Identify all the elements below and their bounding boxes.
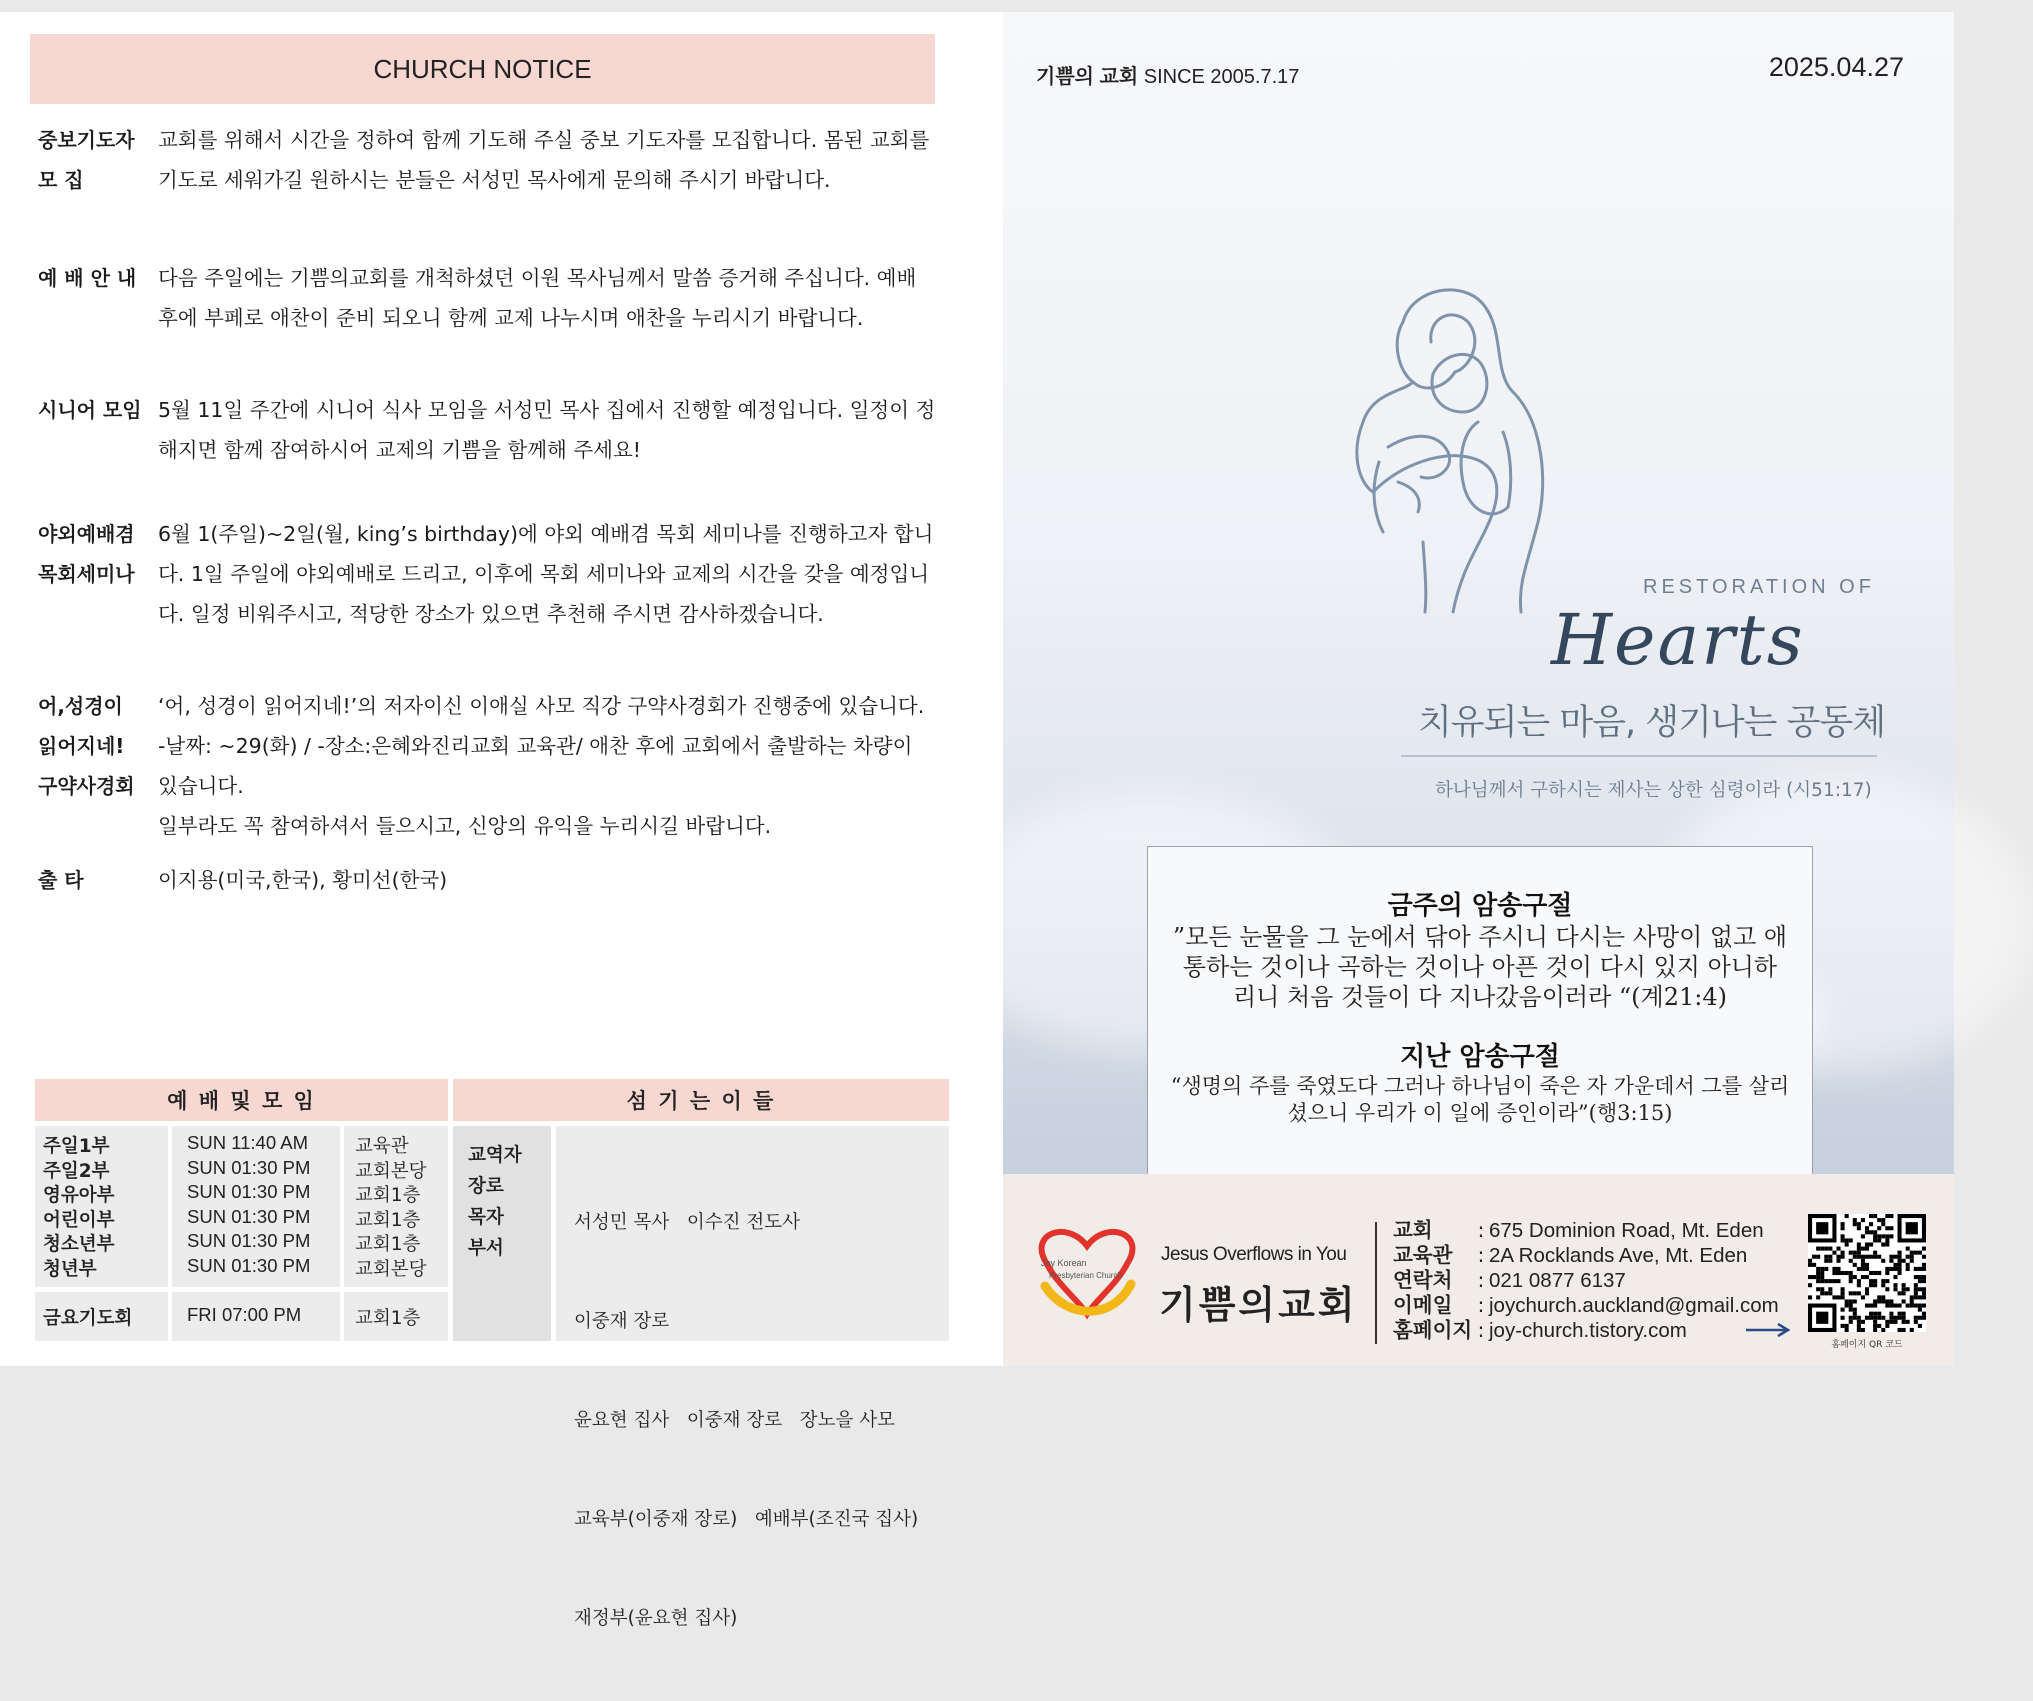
server-shepherd: 윤요현 집사 이중재 장로 장노을 사모 bbox=[574, 1410, 895, 1431]
theme-script bbox=[1551, 592, 1881, 692]
schedule-name: 주일1부 bbox=[43, 1136, 110, 1157]
footer-divider bbox=[1375, 1222, 1377, 1344]
schedule-tables bbox=[35, 1079, 949, 1629]
cover-footer bbox=[1003, 1174, 1954, 1366]
schedule-time: SUN 01:30 PM bbox=[187, 1205, 311, 1227]
servers-values bbox=[556, 1126, 949, 1629]
friday-name: 금요기도회 bbox=[43, 1308, 133, 1329]
tagline-divider bbox=[1401, 755, 1877, 757]
friday-time: FRI 07:00 PM bbox=[187, 1304, 302, 1325]
schedule-place: 교회본당 bbox=[355, 1160, 427, 1182]
qr-caption: 홈페이지 QR 코드 bbox=[1831, 1340, 1903, 1350]
notice-label: 중보기도자 모 집 bbox=[38, 128, 135, 192]
server-elder: 이중재 장로 bbox=[574, 1311, 670, 1332]
schedule-time: SUN 01:30 PM bbox=[187, 1254, 311, 1276]
theme-small: RESTORATION OF bbox=[1643, 576, 1875, 598]
schedule-place: 교회1층 bbox=[355, 1209, 421, 1231]
church-logo-icon bbox=[1027, 1224, 1147, 1324]
notice-label: 출 타 bbox=[38, 868, 84, 892]
bulletin-sheet bbox=[0, 12, 1954, 1629]
notice-body: 교회를 위해서 시간을 정하여 함께 기도해 주실 중보 기도자를 모집합니다. 몸된 교회를 기도로 세워가길 원하시는 분들은 서성민 목사에게 문의해 주시기 바랍니다. bbox=[158, 128, 930, 192]
notice-worship bbox=[38, 258, 938, 338]
schedule-name: 청년부 bbox=[43, 1258, 97, 1280]
arrow-right-icon bbox=[1744, 1322, 1792, 1338]
schedule-time: SUN 01:30 PM bbox=[187, 1156, 311, 1178]
qr-code-icon[interactable] bbox=[1808, 1214, 1926, 1332]
schedule-place: 교회1층 bbox=[355, 1185, 421, 1206]
info-phone: 연락처 : 021 0877 6137 bbox=[1393, 1268, 1626, 1292]
schedule-body bbox=[35, 1126, 448, 1287]
memory-text: ”모든 눈물을 그 눈에서 닦아 주시니 다시는 사망이 없고 애통하는 것이나 곡하는 것이나 아픈 것이 다시 있지 아니하리니 처음 것들이 다 지나갔음이러라 “(계21:4) bbox=[1172, 923, 1788, 1011]
svg-text:Presbyterian Church: Presbyterian Church bbox=[1049, 1271, 1122, 1280]
info-homepage[interactable]: 홈페이지 : joy-church.tistory.com bbox=[1393, 1318, 1687, 1342]
schedule-time: SUN 01:30 PM bbox=[187, 1230, 311, 1251]
schedule-header: 예 배 및 모 임 bbox=[35, 1079, 448, 1121]
notice-intercessors bbox=[38, 120, 938, 200]
friday-place: 교회1층 bbox=[355, 1308, 421, 1329]
svg-text:Joy Korean: Joy Korean bbox=[1041, 1258, 1087, 1268]
schedule-name: 어린이부 bbox=[43, 1209, 115, 1231]
cover-page bbox=[1003, 12, 1954, 1366]
servers-roles bbox=[453, 1126, 551, 1341]
schedule-name: 주일2부 bbox=[43, 1160, 110, 1182]
notice-senior bbox=[38, 390, 938, 470]
schedule-time: SUN 11:40 AM bbox=[187, 1132, 308, 1153]
server-pastoral: 서성민 목사 이수진 전도사 bbox=[574, 1212, 800, 1233]
schedule-place: 교회1층 bbox=[355, 1234, 421, 1255]
bulletin-date: 2025.04.27 bbox=[1768, 52, 1904, 82]
schedule-place: 교육관 bbox=[355, 1136, 409, 1157]
notice-outdoor-seminar bbox=[38, 514, 938, 634]
memory-verse-box bbox=[1147, 846, 1813, 1188]
role-shepherd: 목자 bbox=[468, 1207, 504, 1228]
church-name: 기쁨의교회 bbox=[1159, 1283, 1358, 1327]
info-email[interactable]: 이메일 : joychurch.auckland@gmail.com bbox=[1393, 1293, 1779, 1317]
schedule-time: SUN 01:30 PM bbox=[187, 1181, 311, 1202]
theme-tagline: 치유되는 마음, 생기나는 공동체 bbox=[1418, 703, 1886, 743]
notice-body: 6월 1(주일)~2일(월, king’s birthday)에 야외 예배겸 목회 세미나를 진행하고자 합니다. 1일 주일에 야외예배로 드리고, 이후에 목회 세미나와 교제의 시간을 갖을 예정입니다. 일정 비워주시고, 적당한 장소가 있으면 추천해 주시면 감사하겠습니다. bbox=[158, 522, 934, 626]
friday-prayer-row bbox=[35, 1292, 448, 1341]
info-education-address: 교육관 : 2A Rocklands Ave, Mt. Eden bbox=[1393, 1243, 1748, 1267]
notice-body: ‘어, 성경이 읽어지네!’의 저자이신 이애실 사모 직강 구약사경회가 진행중에 있습니다. -날짜: ~29(화) / -장소:은혜와진리교회 교육관/ 애찬 후에 교회에서 출발하는 차량이 있습니다. 일부라도 꼭 참여하셔서 들으시고, 신앙의 유익을 누리시길 바랍니다. bbox=[158, 694, 925, 838]
memory-title: 금주의 암송구절 bbox=[1387, 891, 1573, 921]
notice-body: 5월 11일 주간에 시니어 식사 모임을 서성민 목사 집에서 진행할 예정입니다. 일정이 정해지면 함께 잠여하시어 교제의 기쁨을 함께해 주세요! bbox=[158, 398, 936, 462]
notice-body: 다음 주일에는 기쁨의교회를 개척하셨던 이원 목사님께서 말씀 증거해 주십니다. 예배 후에 부페로 애찬이 준비 되오니 함께 교제 나누시며 애찬을 누리시기 바랍니다. bbox=[158, 266, 917, 330]
notice-label: 야외예배겸 목회세미나 bbox=[38, 522, 135, 586]
schedule-name: 영유아부 bbox=[43, 1185, 115, 1206]
role-department: 부서 bbox=[468, 1238, 504, 1259]
schedule-place: 교회본당 bbox=[355, 1258, 427, 1280]
notice-bible-conference bbox=[38, 686, 938, 846]
server-department-1: 교육부(이중재 장로) 예배부(조진국 집사) bbox=[574, 1509, 919, 1530]
server-department-2: 재정부(윤요현 집사) bbox=[574, 1608, 738, 1629]
role-elder: 장로 bbox=[468, 1176, 504, 1197]
notice-label: 예 배 안 내 bbox=[38, 266, 137, 290]
church-slogan: Jesus Overflows in You bbox=[1161, 1244, 1347, 1265]
notice-body: 이지용(미국,한국), 황미선(한국) bbox=[158, 868, 448, 892]
notice-travel bbox=[38, 860, 938, 900]
previous-memory-text: “생명의 주를 죽였도다 그러나 하나님이 죽은 자 가운데서 그를 살리셨으니 우리가 이 일에 증인이라”(행3:15) bbox=[1170, 1074, 1790, 1125]
embrace-line-art-icon bbox=[1343, 282, 1573, 622]
notice-label: 시니어 모임 bbox=[38, 398, 142, 422]
notice-header: CHURCH NOTICE bbox=[30, 34, 935, 104]
contact-info bbox=[1393, 1218, 1779, 1343]
notice-label: 어,성경이 읽어지네! 구약사경회 bbox=[38, 694, 135, 798]
since-date: SINCE 2005.7.17 bbox=[1138, 66, 1300, 88]
info-church-address: 교회 : 675 Dominion Road, Mt. Eden bbox=[1393, 1218, 1764, 1242]
notice-page bbox=[0, 12, 1003, 1629]
schedule-name: 청소년부 bbox=[43, 1234, 115, 1255]
role-pastoral: 교역자 bbox=[468, 1145, 522, 1166]
theme-verse: 하나님께서 구하시는 제사는 상한 심령이라 (시51:17) bbox=[1435, 780, 1872, 801]
previous-memory-title: 지난 암송구절 bbox=[1400, 1042, 1560, 1072]
church-name-small: 기쁨의 교회 bbox=[1036, 66, 1139, 88]
svg-text:Hearts: Hearts bbox=[1551, 599, 1805, 681]
since-line bbox=[1036, 60, 1299, 89]
servers-header: 섬 기 는 이 들 bbox=[453, 1079, 949, 1121]
